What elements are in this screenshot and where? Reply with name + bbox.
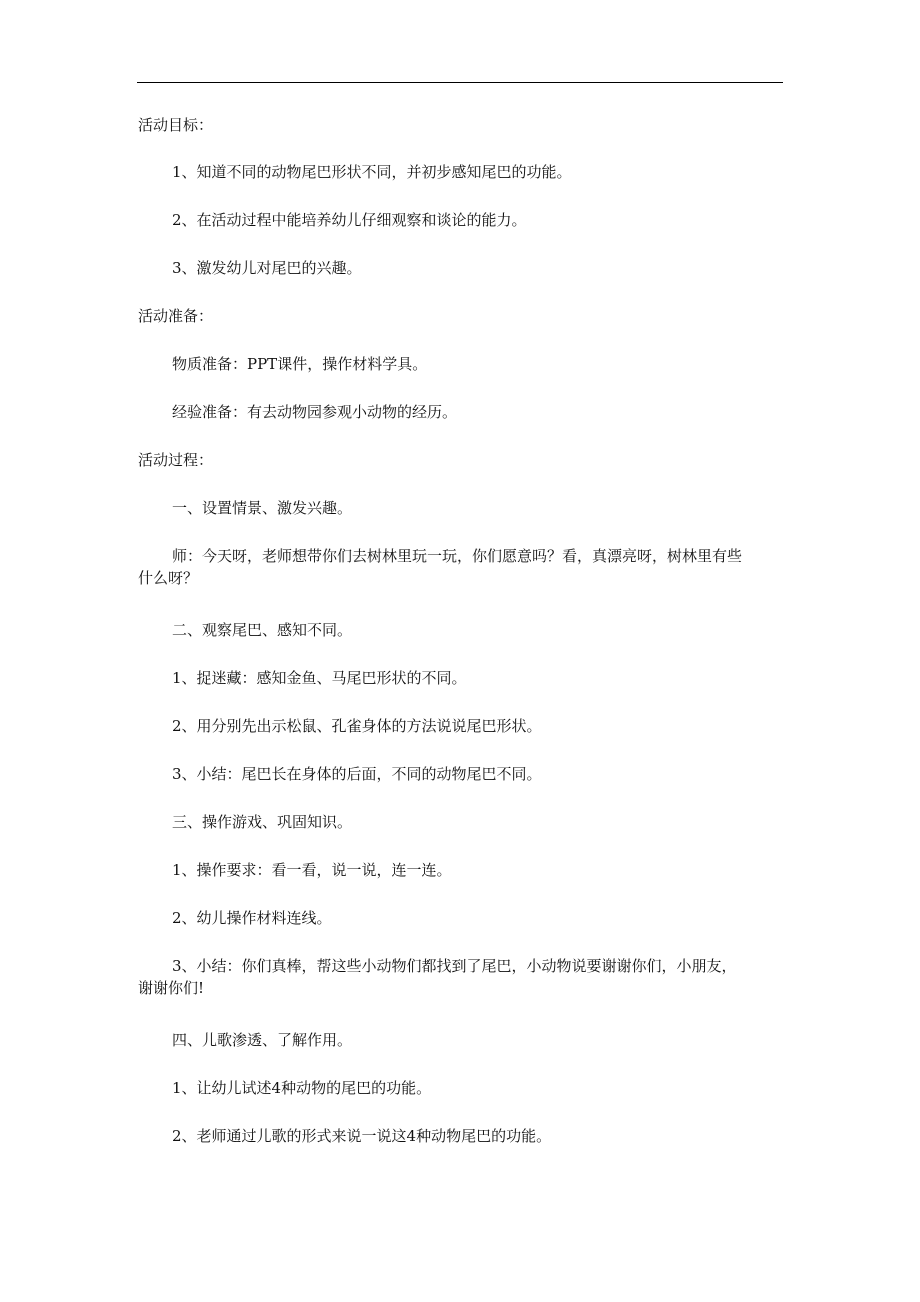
process-step-4-item-2: 2、老师通过儿歌的形式来说一说这4种动物尾巴的功能。	[172, 1127, 552, 1145]
process-step-2-item-3: 3、小结：尾巴长在身体的后面，不同的动物尾巴不同。	[172, 765, 542, 783]
preparation-materials: 物质准备：PPT课件，操作材料学具。	[172, 355, 428, 373]
preparation-experience: 经验准备：有去动物园参观小动物的经历。	[172, 403, 458, 421]
section-heading-preparation: 活动准备：	[138, 307, 214, 325]
process-step-3-heading: 三、操作游戏、巩固知识。	[172, 813, 353, 831]
process-step-2-item-2: 2、用分别先出示松鼠、孔雀身体的方法说说尾巴形状。	[172, 717, 542, 735]
process-step-4-item-1: 1、让幼儿试述4种动物的尾巴的功能。	[172, 1079, 432, 1097]
process-step-1-dialogue: 师：今天呀，老师想带你们去树林里玩一玩，你们愿意吗？看，真漂亮呀，树林里有些什么呀？	[138, 547, 743, 587]
goal-item-1: 1、知道不同的动物尾巴形状不同，并初步感知尾巴的功能。	[172, 163, 572, 181]
section-heading-goals: 活动目标：	[138, 116, 214, 134]
goal-item-2: 2、在活动过程中能培养幼儿仔细观察和谈论的能力。	[172, 211, 527, 229]
process-step-3-item-3: 3、小结：你们真棒，帮这些小动物们都找到了尾巴，小动物说要谢谢你们，小朋友，谢谢你们!	[138, 957, 737, 997]
process-step-2-item-1: 1、捉迷藏：感知金鱼、马尾巴形状的不同。	[172, 669, 467, 687]
process-step-2-heading: 二、观察尾巴、感知不同。	[172, 621, 353, 639]
header-rule	[137, 82, 783, 83]
process-step-4-heading: 四、儿歌渗透、了解作用。	[172, 1031, 353, 1049]
process-step-1-heading: 一、设置情景、激发兴趣。	[172, 499, 353, 517]
goal-item-3: 3、激发幼儿对尾巴的兴趣。	[172, 259, 362, 277]
section-heading-process: 活动过程：	[138, 451, 214, 469]
process-step-3-item-1: 1、操作要求：看一看，说一说，连一连。	[172, 861, 452, 879]
process-step-3-item-2: 2、幼儿操作材料连线。	[172, 909, 332, 927]
